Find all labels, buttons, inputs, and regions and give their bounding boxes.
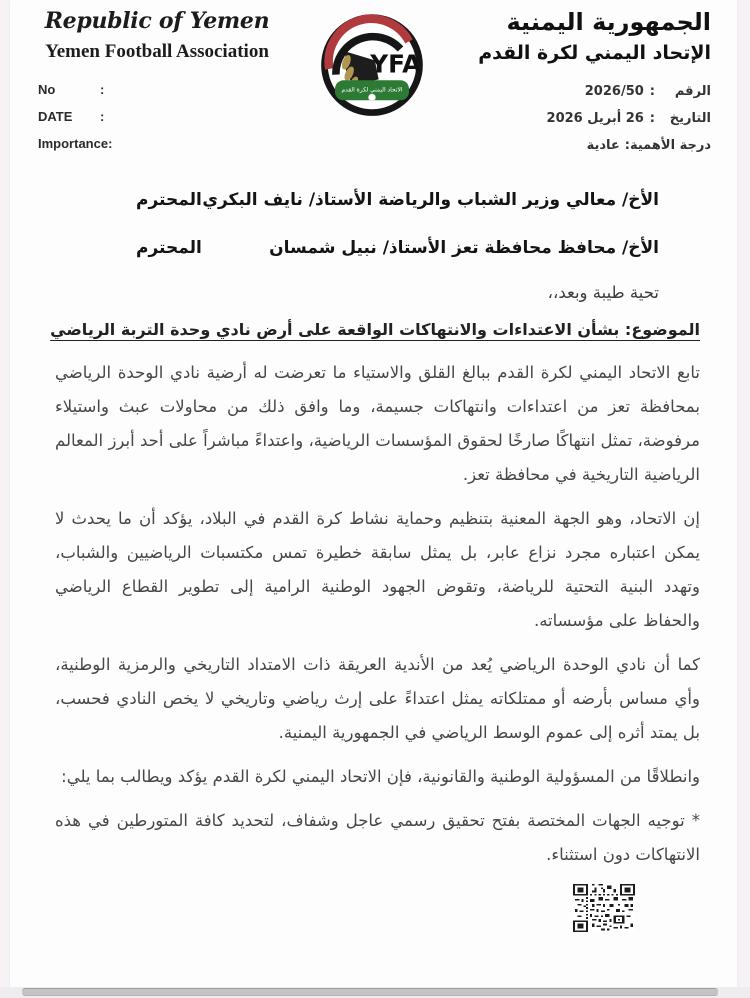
date-colon-en: : bbox=[100, 109, 105, 124]
addressee-name: الأخ/ محافظ محافظة تعز الأستاذ/ نبيل شمسان bbox=[269, 238, 659, 258]
yfa-logo-icon bbox=[315, 10, 429, 124]
horizontal-scrollbar-thumb[interactable] bbox=[22, 988, 718, 996]
date-label-ar: التاريخ bbox=[669, 111, 711, 126]
date-colon-ar: : bbox=[649, 111, 655, 126]
greeting-line: تحية طيبة وبعد،، bbox=[547, 283, 659, 302]
date-label-en: DATE bbox=[38, 109, 73, 124]
subject-line: الموضوع: بشأن الاعتداءات والانتهاكات الواقعة على أرض نادي وحدة التربة الرياضي bbox=[50, 320, 700, 339]
number-colon-en: : bbox=[100, 82, 105, 97]
body-paragraph: إن الاتحاد، وهو الجهة المعنية بتنظيم وحماية نشاط كرة القدم في البلاد، يؤكد أن ما يحدث لا يمكن اعتباره مجرد نزاع عابر، بل يمثل سابقة خطيرة تمس مكتسبات الرياضيين والشباب، وتهدد البنية التحتية للرياضة، وتقوض الجهود الوطنية الرامية إلى تطوير القطاع الرياضي والحفاظ على مؤسساته. bbox=[55, 509, 700, 630]
number-colon-ar: : bbox=[649, 84, 655, 99]
meta-fields-arabic bbox=[547, 78, 711, 159]
body-paragraph: كما أن نادي الوحدة الرياضي يُعد من الأندية العريقة ذات الامتداد التاريخي والرمزية الوطنية، وأي مساس بأرضه أو ممتلكاته يمثل اعتداءً على إرث رياضي وتاريخي لا يخص النادي فحسب، بل يمتد أثره إلى عموم الوسط الرياضي في الجمهورية اليمنية. bbox=[55, 655, 700, 742]
logo-acronym: YFA bbox=[370, 49, 422, 79]
addressee-row-minister bbox=[136, 190, 659, 210]
honorific-label: المحترم bbox=[136, 238, 202, 258]
association-title-ar: الإتحاد اليمني لكرة القدم bbox=[478, 42, 711, 64]
number-field-ar bbox=[547, 78, 711, 105]
importance-value-ar: عادية bbox=[586, 138, 620, 153]
association-title-en: Yemen Football Association bbox=[45, 41, 269, 62]
letter-body bbox=[55, 356, 700, 882]
number-label-ar: الرقم bbox=[674, 84, 711, 99]
qr-code bbox=[573, 884, 635, 932]
date-field-ar bbox=[547, 105, 711, 132]
letterhead-arabic bbox=[478, 8, 711, 64]
importance-field-ar bbox=[547, 132, 711, 159]
body-paragraph: * توجيه الجهات المختصة بفتح تحقيق رسمي عاجل وشفاف، لتحديد كافة المتورطين في هذه الانتهاكات دون استثناء. bbox=[55, 811, 700, 864]
addressee-name: الأخ/ معالي وزير الشباب والرياضة الأستاذ/ نايف البكري bbox=[202, 190, 659, 210]
importance-field-en bbox=[38, 130, 112, 157]
letter-page bbox=[10, 0, 737, 988]
body-paragraph: تابع الاتحاد اليمني لكرة القدم ببالغ القلق والاستياء ما تعرضت له أرضية نادي الوحدة الرياضي بمحافظة تعز من اعتداءات وانتهاكات جسيمة، وما وافق ذلك من محاولات عبث واستيلاء مرفوضة، تمثل انتهاكًا صارخًا لحقوق المؤسسات الرياضية، واعتداءً مباشراً على أحد أبرز المعالم الرياضية التاريخية في محافظة تعز. bbox=[55, 363, 700, 484]
meta-fields-english bbox=[38, 76, 112, 157]
body-paragraph: وانطلاقًا من المسؤولية الوطنية والقانونية، فإن الاتحاد اليمني لكرة القدم يؤكد ويطالب بما يلي: bbox=[61, 767, 700, 786]
republic-title-ar: الجمهورية اليمنية bbox=[506, 8, 711, 36]
date-field-en bbox=[38, 103, 112, 130]
honorific-label: المحترم bbox=[136, 190, 202, 210]
letterhead-english bbox=[28, 8, 286, 63]
number-field-en bbox=[38, 76, 112, 103]
addressee-row-governor bbox=[136, 238, 659, 258]
logo-banner-text: الاتحاد اليمني لكرة القدم bbox=[341, 86, 403, 94]
number-label-en: No bbox=[38, 82, 56, 97]
importance-label-en: Importance: bbox=[38, 136, 113, 151]
horizontal-scrollbar-track[interactable] bbox=[0, 987, 750, 998]
importance-label-ar: درجة الأهمية: bbox=[624, 138, 711, 153]
republic-title-en: Republic of Yemen bbox=[44, 8, 270, 34]
date-value-ar: 26 أبريل 2026 bbox=[546, 111, 644, 126]
number-value-ar: 2026/50 bbox=[584, 84, 644, 99]
